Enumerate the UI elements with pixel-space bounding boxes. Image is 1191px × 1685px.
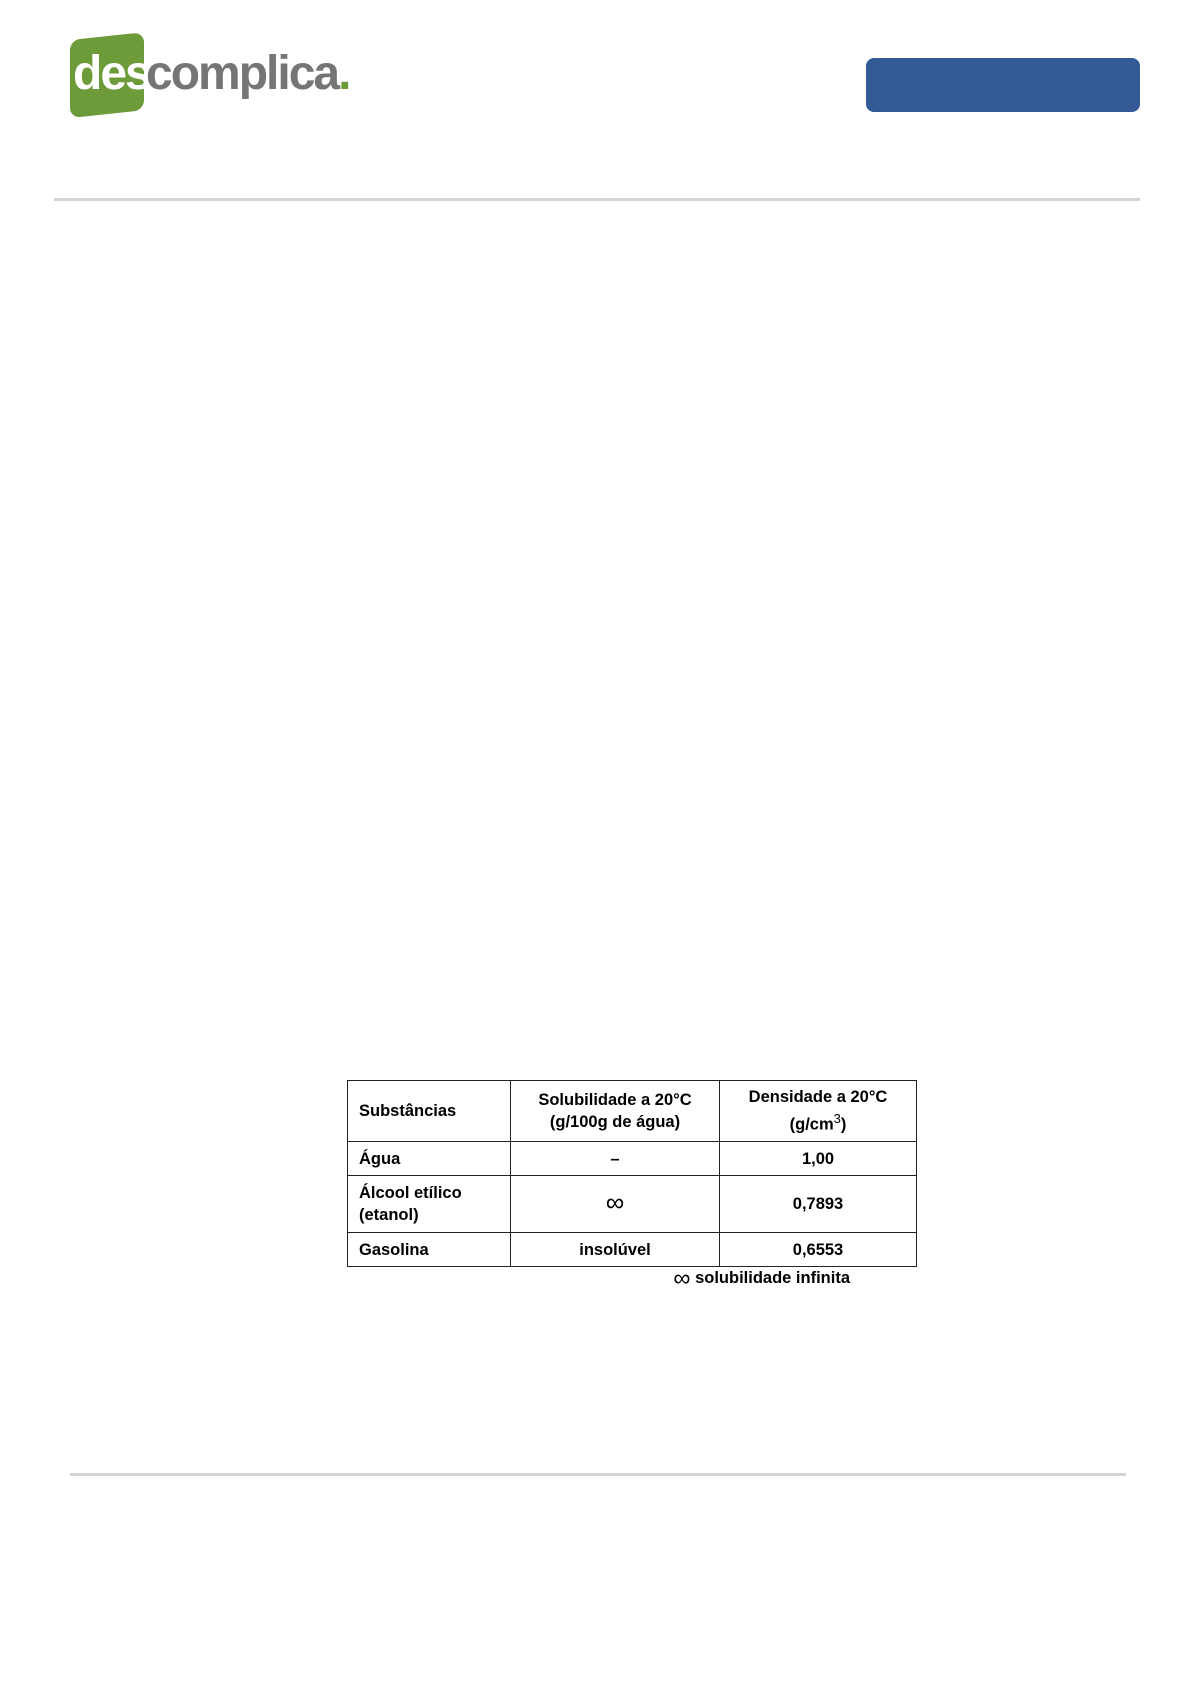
table-footnote [640, 1265, 850, 1292]
infinity-icon: ∞ [605, 1187, 625, 1217]
header-substancias [348, 1081, 511, 1142]
logo-dot: . [338, 47, 350, 100]
table-row [348, 1142, 917, 1176]
cell-density [720, 1233, 917, 1267]
header-densidade-line2 [731, 1108, 905, 1136]
cell-substance-name-line2: (etanol) [359, 1206, 419, 1224]
logo-text-complica [146, 46, 349, 101]
cell-substance-name: Água [359, 1149, 401, 1168]
infinity-icon: ∞ [673, 1265, 691, 1292]
header-densidade-unit-pre: (g/cm [789, 1115, 834, 1134]
header-substancias-label: Substâncias [359, 1102, 457, 1120]
cell-substance-name: Álcool etílico [359, 1184, 462, 1202]
logo-text-complica-word: complica [146, 47, 339, 100]
cell-solubility [511, 1142, 720, 1176]
header-densidade [720, 1081, 917, 1142]
cell-substance [348, 1142, 511, 1176]
footer-divider [70, 1473, 1126, 1476]
footnote-text: solubilidade infinita [690, 1269, 850, 1287]
cell-solubility-value: insolúvel [579, 1240, 651, 1259]
cell-density [720, 1176, 917, 1233]
cell-density-value: 1,00 [801, 1149, 835, 1168]
header-densidade-unit-post: ) [840, 1115, 847, 1134]
cell-density [720, 1142, 917, 1176]
descomplica-logo[interactable] [70, 40, 350, 120]
cell-density-value: 0,6553 [792, 1240, 844, 1259]
header-badge [866, 58, 1140, 112]
table-header-row [348, 1081, 917, 1142]
cell-substance [348, 1176, 511, 1233]
logo-text-des: des [73, 47, 150, 100]
header-densidade-unit-sup: 3 [833, 1111, 841, 1127]
header-solubilidade-line2: (g/100g de água) [549, 1113, 681, 1131]
table-row [348, 1176, 917, 1233]
substances-table [347, 1080, 917, 1267]
cell-substance [348, 1233, 511, 1267]
header-solubilidade-line1: Solubilidade a 20°C [538, 1091, 692, 1109]
header-densidade-line1: Densidade a 20°C [748, 1088, 888, 1107]
cell-density-value: 0,7893 [792, 1195, 844, 1213]
cell-solubility-value: – [610, 1149, 620, 1168]
cell-solubility [511, 1233, 720, 1267]
cell-solubility [511, 1176, 720, 1233]
table-row [348, 1233, 917, 1267]
header-divider [54, 198, 1140, 201]
cell-substance-name: Gasolina [359, 1240, 429, 1259]
header-solubilidade [511, 1081, 720, 1142]
